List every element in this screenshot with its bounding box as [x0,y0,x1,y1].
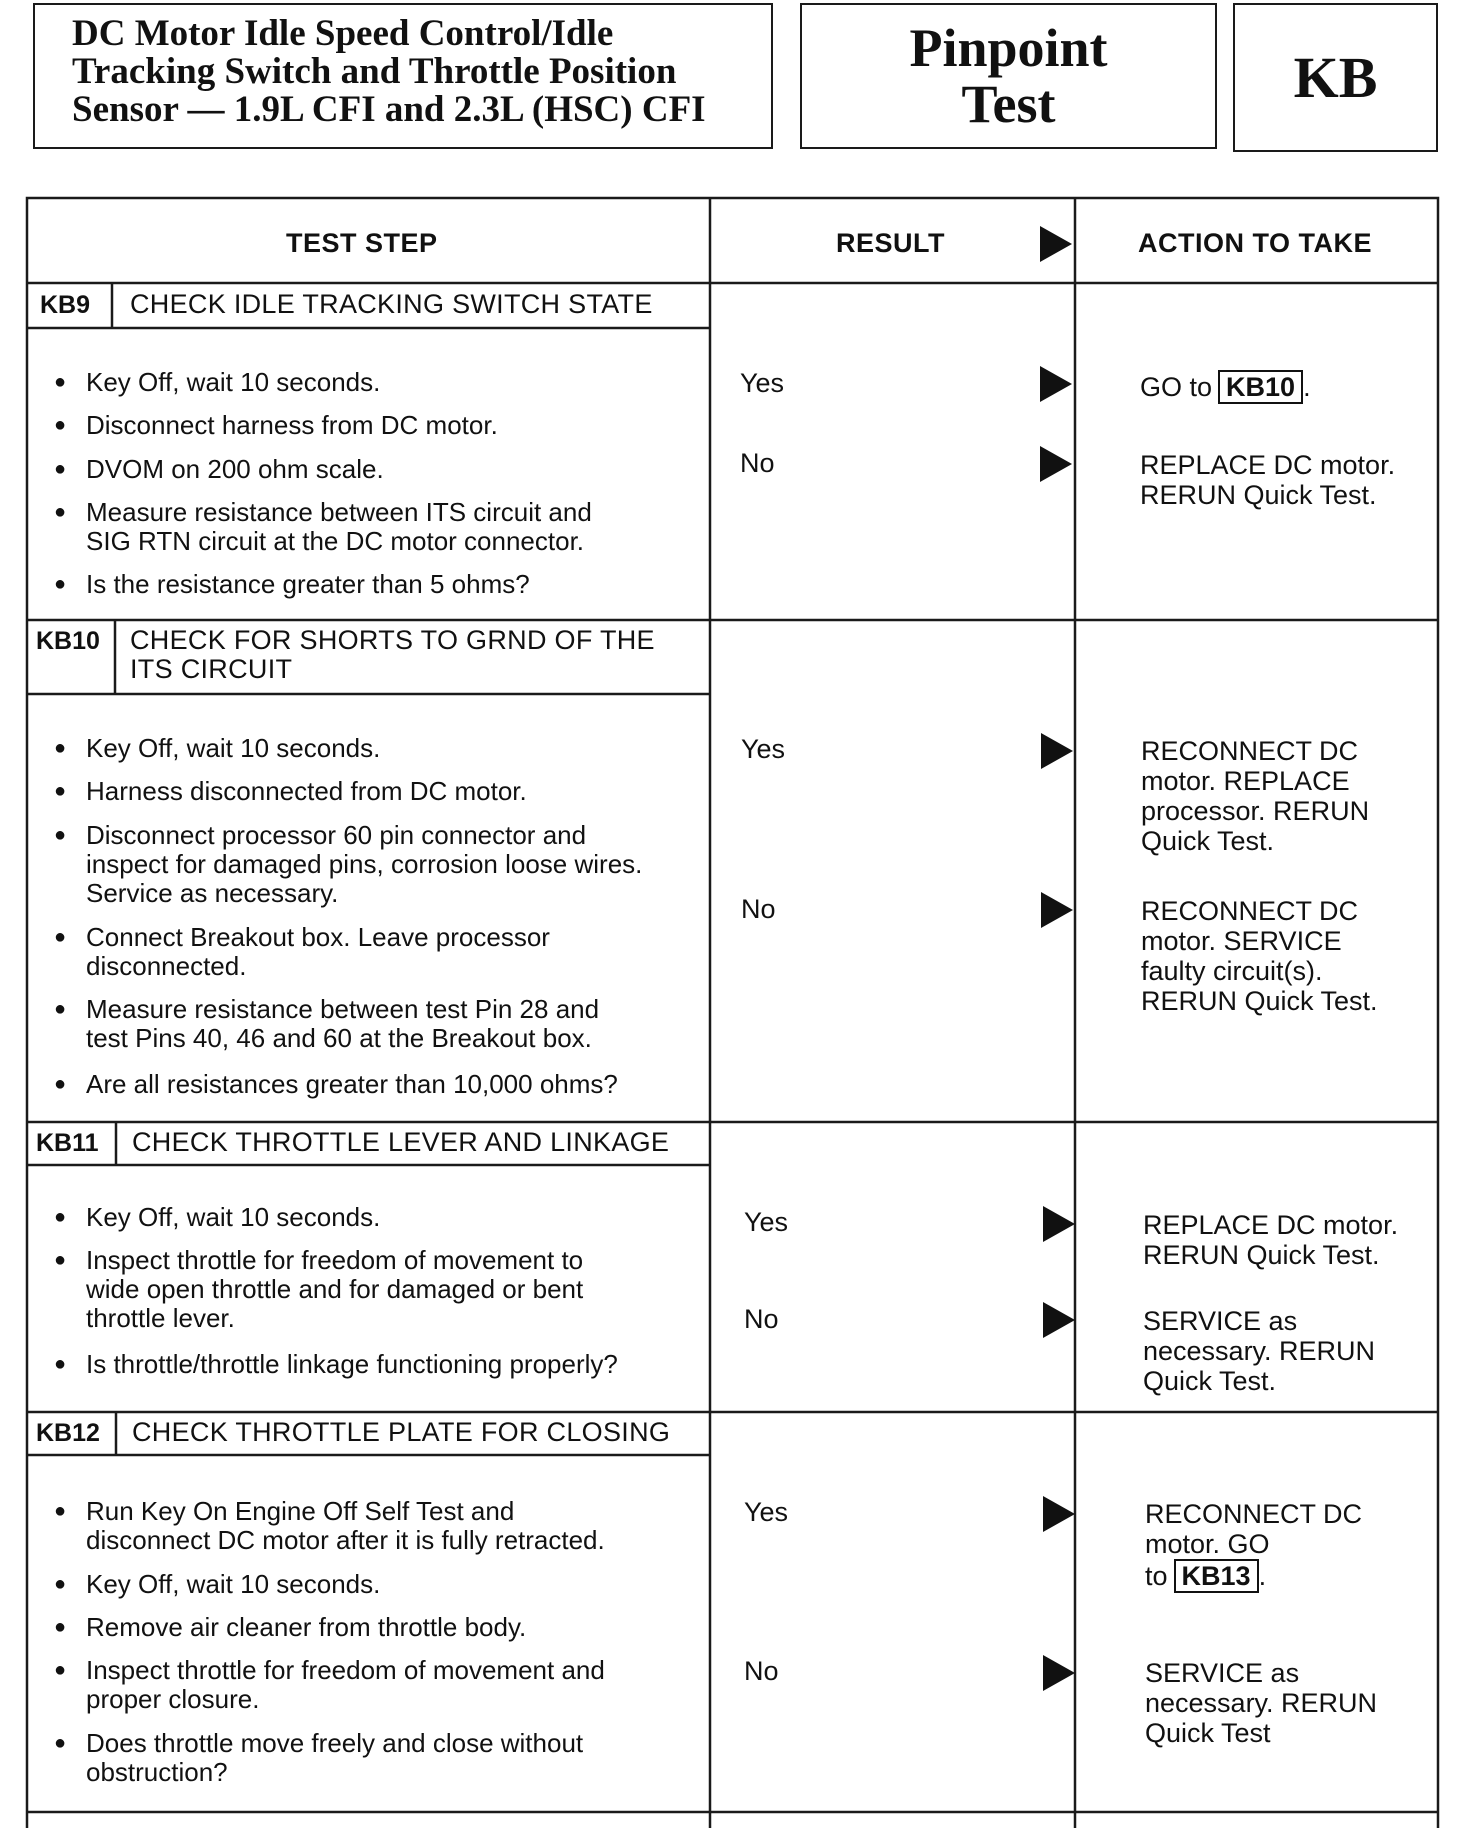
step-bullet: ● Harness disconnected from DC motor. [54,777,527,806]
result-arrow-icon [1040,226,1072,262]
col-header-action: ACTION TO TAKE [1138,228,1372,258]
result-label: No [741,894,776,924]
step-bullet: ● Measure resistance between ITS circuit and SIG RTN circuit at the DC motor connector. [54,498,592,556]
step-id: KB10 [36,627,100,655]
col-header-result: RESULT [836,228,945,258]
result-arrow-icon [1041,733,1073,769]
action-text: SERVICE as necessary. RERUN Quick Test. [1143,1306,1376,1396]
col-header-test-step: TEST STEP [286,228,438,258]
action-text: RECONNECT DC motor. REPLACE processor. RERUN Quick Test. [1141,736,1370,856]
result-label: No [740,448,775,478]
action-text: SERVICE as necessary. RERUN Quick Test [1145,1658,1378,1748]
step-title: CHECK FOR SHORTS TO GRND OF THE ITS CIRCUIT [130,625,655,684]
step-bullet: ● Are all resistances greater than 10,000 ohms? [54,1070,618,1099]
step-title: CHECK THROTTLE PLATE FOR CLOSING [132,1417,671,1447]
pinpoint-line: Pinpoint [909,18,1108,78]
step-bullet: ● Is the resistance greater than 5 ohms? [54,570,530,599]
step-bullet: ● Run Key On Engine Off Self Test and disconnect DC motor after it is fully retracted. [54,1497,605,1555]
step-id: KB12 [36,1419,100,1447]
step-bullet: ● Inspect throttle for freedom of movement and proper closure. [54,1656,605,1714]
step-bullet: ● Disconnect harness from DC motor. [54,411,498,440]
step-bullet: ● Key Off, wait 10 seconds. [54,1203,380,1232]
step-bullet: ● Key Off, wait 10 seconds. [54,734,380,763]
step-bullet: ● Key Off, wait 10 seconds. [54,1570,380,1599]
test-code: KB [1293,45,1378,110]
step-bullet: ● Measure resistance between test Pin 28 and test Pins 40, 46 and 60 at the Breakout box. [54,995,599,1053]
step-reference: KB13 [1174,1559,1259,1593]
step-bullet: ● Disconnect processor 60 pin connector and inspect for damaged pins, corrosion loose wires. Service as necessary. [54,821,642,908]
step-id: KB9 [40,291,91,319]
result-arrow-icon [1043,1206,1075,1242]
result-arrow-icon [1043,1302,1075,1338]
step-bullet: ● Does throttle move freely and close without obstruction? [54,1729,583,1787]
result-arrow-icon [1043,1655,1075,1691]
step-bullet: ● Is throttle/throttle linkage functioning properly? [54,1350,618,1379]
result-label: Yes [744,1207,789,1237]
result-label: Yes [740,368,785,398]
result-arrow-icon [1043,1496,1075,1532]
step-bullet: ● Key Off, wait 10 seconds. [54,368,380,397]
title-line: DC Motor Idle Speed Control/Idle [72,13,614,54]
step-title: CHECK THROTTLE LEVER AND LINKAGE [132,1127,670,1157]
action-text: RECONNECT DC motor. SERVICE faulty circuit(s). RERUN Quick Test. [1141,896,1378,1016]
title-line: Sensor — 1.9L CFI and 2.3L (HSC) CFI [72,89,706,130]
step-bullet: ● Remove air cleaner from throttle body. [54,1613,526,1642]
result-label: No [744,1656,779,1686]
result-arrow-icon [1040,446,1072,482]
step-title: CHECK IDLE TRACKING SWITCH STATE [130,289,653,319]
step-reference: KB10 [1218,370,1303,404]
result-label: Yes [744,1497,789,1527]
step-bullet: ● DVOM on 200 ohm scale. [54,455,384,484]
result-label: No [744,1304,779,1334]
pinpoint-line: Test [961,74,1056,134]
result-arrow-icon [1041,892,1073,928]
action-text: GO to KB10 . [1140,372,1311,402]
action-text: REPLACE DC motor. RERUN Quick Test. [1143,1210,1399,1270]
result-label: Yes [741,734,786,764]
action-text: REPLACE DC motor. RERUN Quick Test. [1140,450,1396,510]
step-bullet: ● Inspect throttle for freedom of movement to wide open throttle and for damaged or bent throttle lever. [54,1246,583,1333]
title-line: Tracking Switch and Throttle Position [72,51,677,92]
step-id: KB11 [36,1129,99,1157]
step-bullet: ● Connect Breakout box. Leave processor disconnected. [54,923,550,981]
action-text: RECONNECT DC motor. GO to KB13 . [1145,1499,1363,1591]
result-arrow-icon [1040,366,1072,402]
